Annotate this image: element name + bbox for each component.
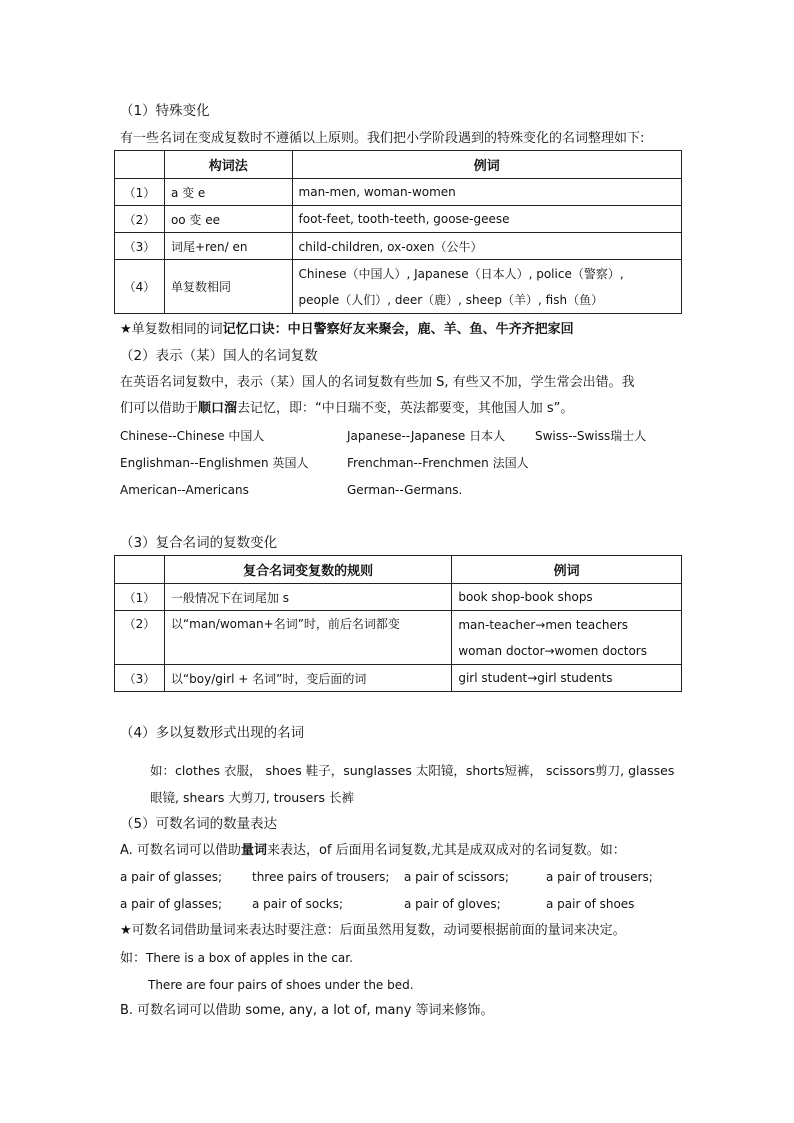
table-header-row bbox=[115, 151, 682, 179]
table-header-cell bbox=[115, 556, 165, 584]
para-text: 去记忆，即：“中日瑞不变，英法都要变，其他国人加 s”。 bbox=[237, 401, 574, 416]
rule-cell: 一般情况下在词尾加 s bbox=[164, 584, 451, 611]
section2-heading: （2）表示（某）国人的名词复数 bbox=[120, 348, 318, 364]
example-cell: man-men, woman-women bbox=[292, 179, 681, 206]
example-cell: foot-feet, tooth-teeth, goose-geese bbox=[292, 206, 681, 233]
nationality-example: American--Americans bbox=[120, 483, 249, 497]
nationality-example: German--Germans. bbox=[347, 483, 463, 497]
table-header-cell bbox=[115, 151, 165, 179]
rule-cell: oo 变 ee bbox=[164, 206, 292, 233]
pair-phrase: a pair of scissors; bbox=[404, 870, 509, 884]
section5-heading: （5）可数名词的数量表达 bbox=[120, 816, 278, 832]
example-line: Chinese（中国人）, Japanese（日本人）, police（警察）, bbox=[298, 266, 624, 281]
example-cell: book shop-book shops bbox=[452, 584, 682, 611]
section5-note: ★可数名词借助量词来表达时要注意：后面虽然用复数，动词要根据前面的量词来决定。 bbox=[120, 923, 626, 938]
section4-heading: （4）多以复数形式出现的名词 bbox=[120, 725, 305, 741]
row-number: （3） bbox=[115, 233, 165, 260]
point-a-text: A. 可数名词可以借助 bbox=[120, 843, 241, 858]
memo-line bbox=[120, 321, 574, 339]
example-line bbox=[120, 949, 353, 968]
pair-phrase: a pair of shoes bbox=[546, 897, 635, 911]
nationality-example: Frenchman--Frenchmen 法国人 bbox=[347, 456, 529, 470]
section3-heading: （3）复合名词的复数变化 bbox=[120, 535, 278, 551]
para-keyword: 顺口溜 bbox=[198, 401, 238, 416]
pair-phrase: three pairs of trousers; bbox=[252, 870, 390, 884]
rule-cell: 以“boy/girl + 名词”时，变后面的词 bbox=[164, 665, 451, 692]
table-header-cell: 例词 bbox=[292, 151, 681, 179]
section1-heading: （1）特殊变化 bbox=[120, 103, 210, 119]
compound-plural-table bbox=[114, 555, 682, 692]
example-label: 如： bbox=[120, 951, 147, 966]
example-cell: girl student→girl students bbox=[452, 665, 682, 692]
example-cell: child-children, ox-oxen（公牛） bbox=[292, 233, 681, 260]
para-text: 们可以借助于 bbox=[120, 401, 199, 416]
nationality-example: Englishman--Englishmen 英国人 bbox=[120, 456, 309, 470]
row-number: （2） bbox=[115, 206, 165, 233]
rule-cell: 单复数相同 bbox=[164, 260, 292, 314]
row-number: （4） bbox=[115, 260, 165, 314]
pair-phrase: a pair of gloves; bbox=[404, 897, 501, 911]
example-sentence: There is a box of apples in the car. bbox=[146, 951, 353, 965]
example-line: woman doctor→women doctors bbox=[458, 643, 647, 658]
example-cell bbox=[452, 611, 682, 665]
nationality-example: Japanese--Japanese 日本人 bbox=[347, 429, 506, 443]
row-number: （1） bbox=[115, 584, 165, 611]
table-row bbox=[115, 584, 682, 611]
section1-intro: 有一些名词在变成复数时不遵循以上原则。我们把小学阶段遇到的特殊变化的名词整理如下: bbox=[120, 131, 645, 146]
point-a bbox=[120, 842, 626, 860]
nationality-example: Chinese--Chinese 中国人 bbox=[120, 429, 265, 443]
row-number: （3） bbox=[115, 665, 165, 692]
nationality-example: Swiss--Swiss瑞士人 bbox=[535, 429, 647, 443]
rule-cell: 词尾+ren/ en bbox=[164, 233, 292, 260]
rule-cell: 以“man/woman+名词”时，前后名词都变 bbox=[164, 611, 451, 665]
example-line: people（人们）, deer（鹿）, sheep（羊）, fish（鱼） bbox=[298, 292, 604, 307]
example-cell bbox=[292, 260, 681, 314]
pair-phrase: a pair of trousers; bbox=[546, 870, 653, 884]
table-header-cell: 构词法 bbox=[164, 151, 292, 179]
memo-prefix: ★单复数相同的词 bbox=[120, 322, 223, 337]
memo-mnemonic: 记忆口诀：中日警察好友来聚会，鹿、羊、鱼、牛齐齐把家回 bbox=[222, 322, 574, 337]
example-line: man-teacher→men teachers bbox=[458, 617, 629, 632]
point-a-keyword: 量词 bbox=[240, 843, 267, 858]
table-header-row bbox=[115, 556, 682, 584]
table-row bbox=[115, 179, 682, 206]
section2-para-line1: 在英语名词复数中，表示（某）国人的名词复数有些加 S, 有些又不加，学生常会出错。我 bbox=[120, 375, 635, 390]
table-row bbox=[115, 233, 682, 260]
pair-phrase: a pair of socks; bbox=[252, 897, 344, 911]
point-b: B. 可数名词可以借助 some, any, a lot of, many 等词来修饰。 bbox=[120, 1003, 494, 1018]
table-header-cell: 例词 bbox=[452, 556, 682, 584]
section2-para-line2 bbox=[120, 400, 573, 418]
rule-cell: a 变 e bbox=[164, 179, 292, 206]
row-number: （1） bbox=[115, 179, 165, 206]
section4-line1: 如：clothes 衣服， shoes 鞋子，sunglasses 太阳镜，shorts短裤， scissors剪刀, glasses bbox=[150, 763, 675, 778]
table-row bbox=[115, 665, 682, 692]
section4-line2: 眼镜, shears 大剪刀, trousers 长裤 bbox=[150, 790, 354, 805]
special-plural-table bbox=[114, 150, 682, 314]
example-sentence: There are four pairs of shoes under the bed. bbox=[148, 978, 414, 992]
pair-phrase: a pair of glasses; bbox=[120, 897, 223, 911]
row-number: （2） bbox=[115, 611, 165, 665]
point-a-text: 来表达，of 后面用名词复数,尤其是成双成对的名词复数。如： bbox=[266, 843, 626, 858]
table-row bbox=[115, 206, 682, 233]
table-row bbox=[115, 611, 682, 665]
table-row bbox=[115, 260, 682, 314]
table-header-cell: 复合名词变复数的规则 bbox=[164, 556, 451, 584]
pair-phrase: a pair of glasses; bbox=[120, 870, 223, 884]
